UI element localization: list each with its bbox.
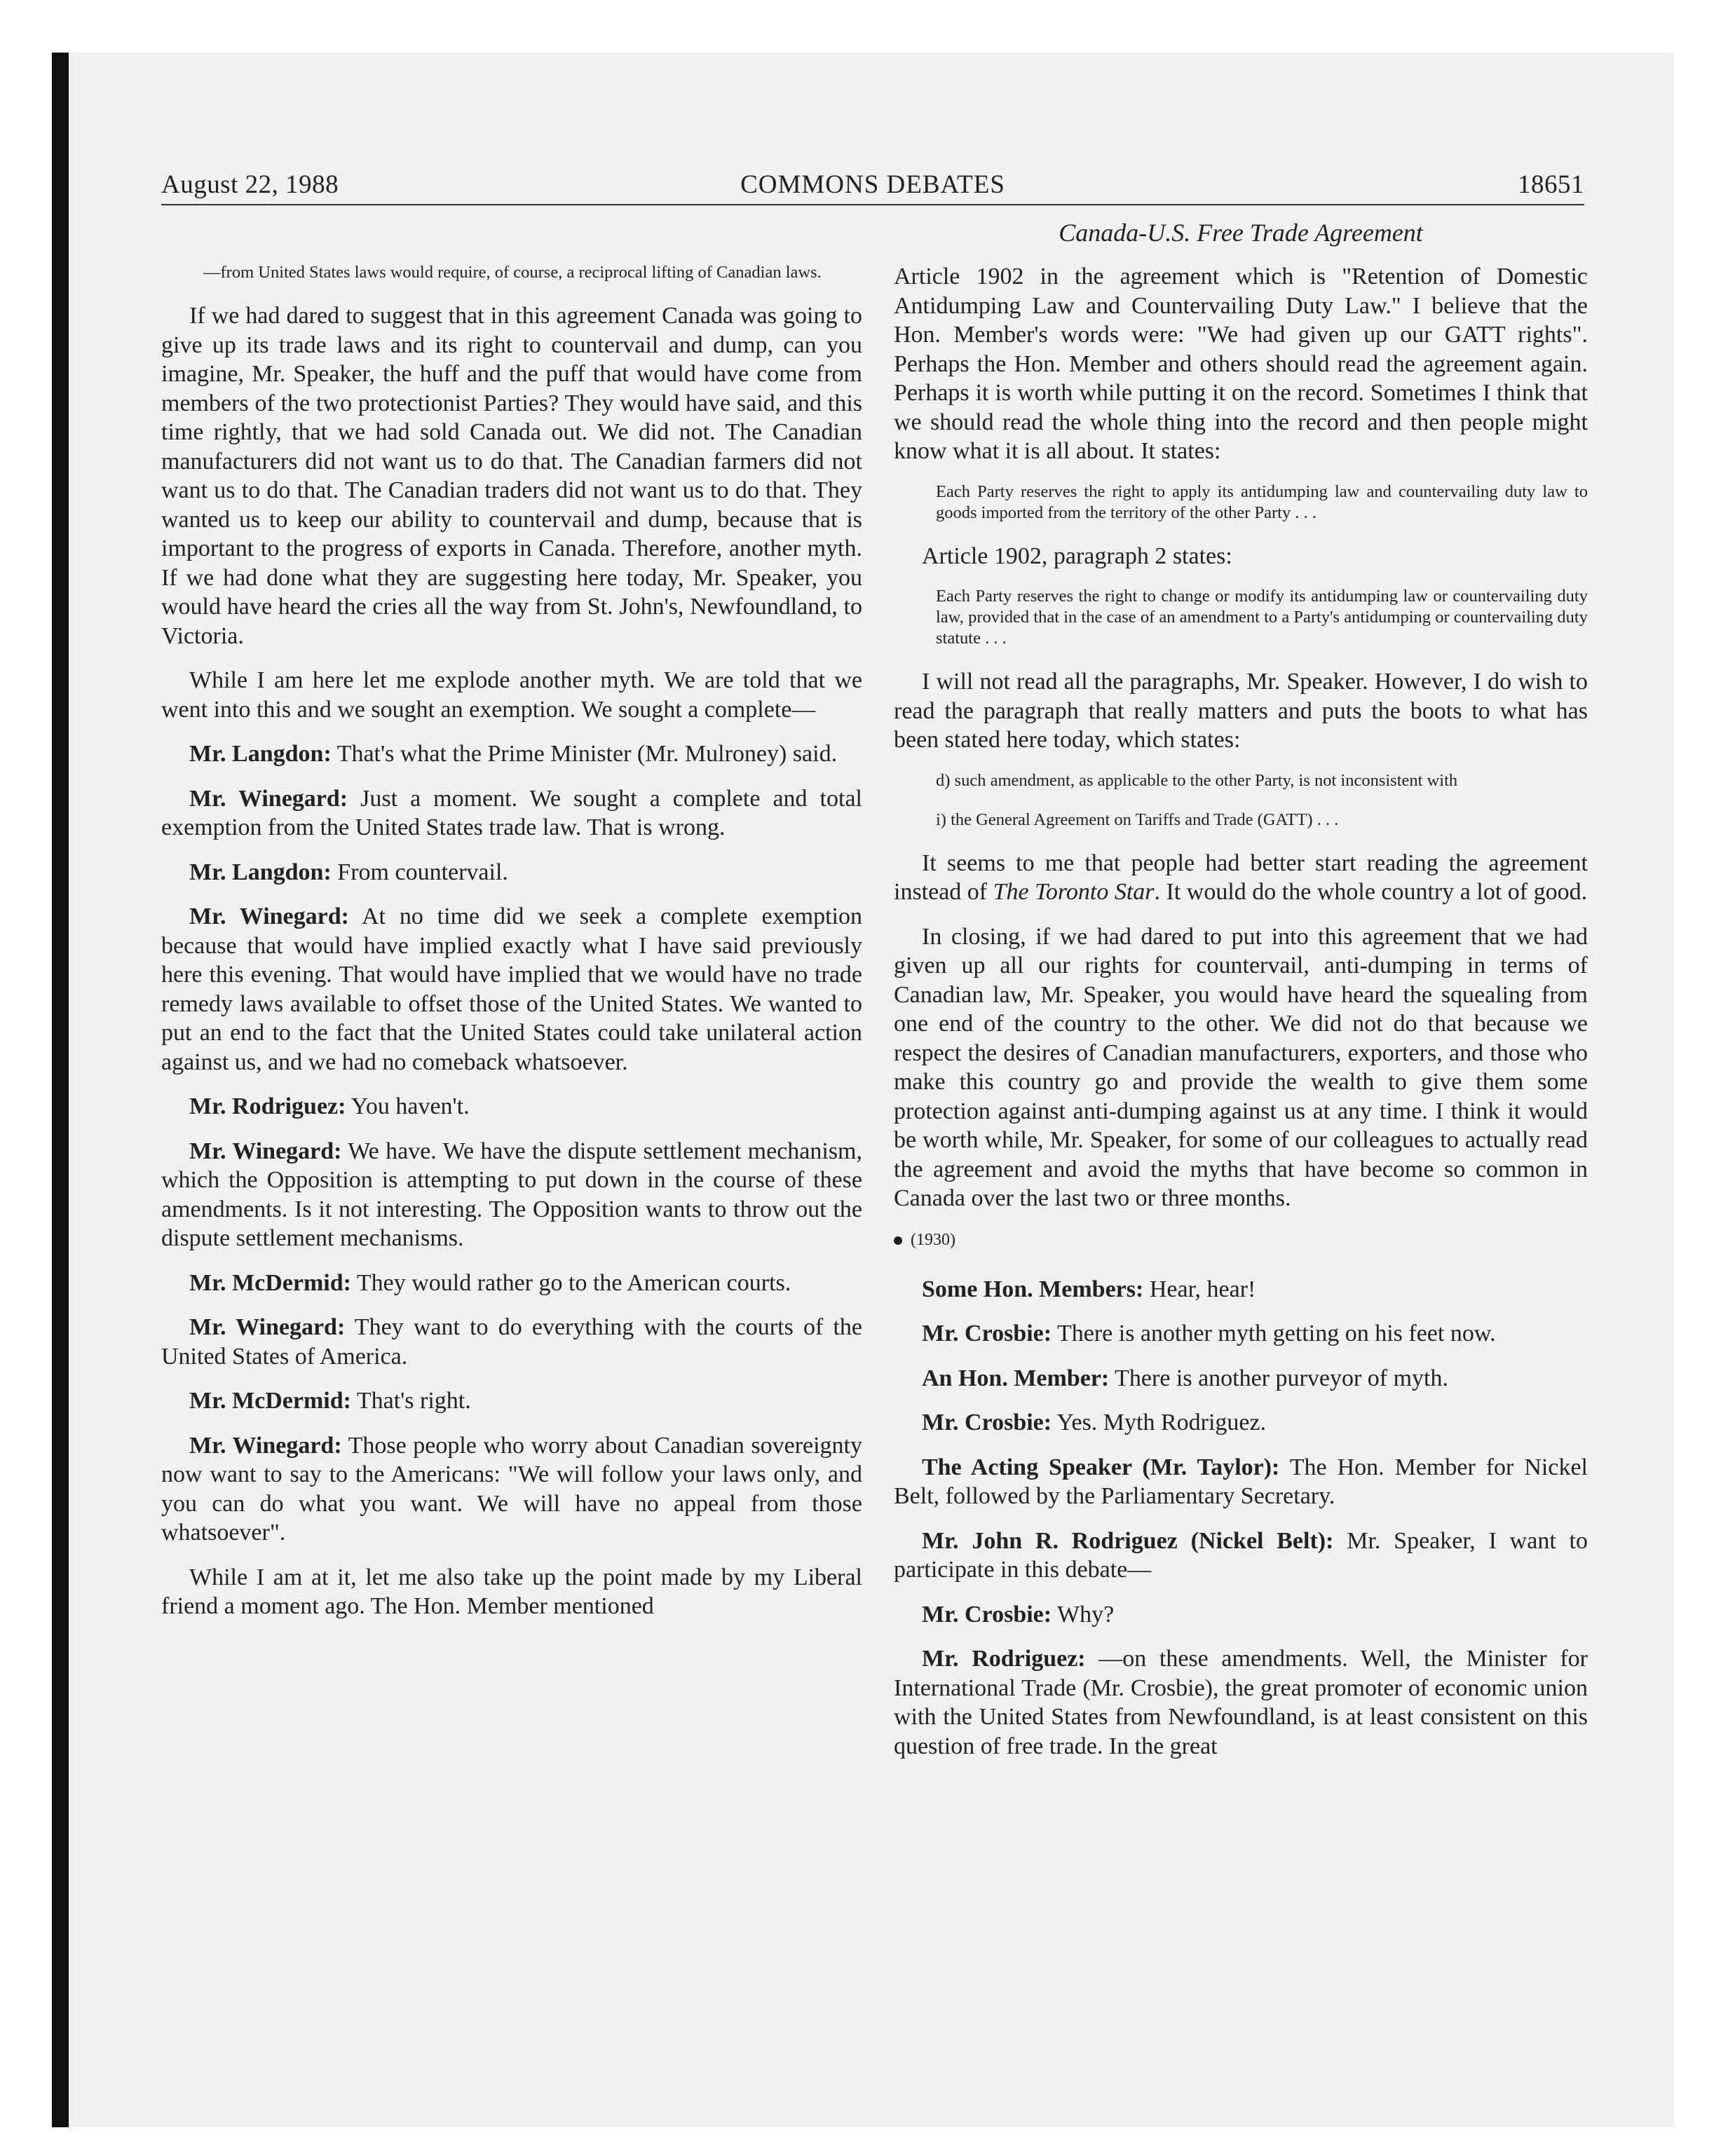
speaker-name: Mr. Winegard: <box>189 903 349 929</box>
paragraph-text: . It would do the whole country a lot of good. <box>1154 879 1588 905</box>
speech <box>161 1313 862 1371</box>
speaker-name: Some Hon. Members: <box>922 1276 1144 1302</box>
speech-text: There is another purveyor of myth. <box>1109 1365 1448 1391</box>
speech-text: —on these amendments. Well, the Minister for International Trade (Mr. Crosbie), the great promoter of economic union with the United States from Newfoundland, is at least consistent on this question of free trade. In the great <box>894 1646 1588 1759</box>
paragraph <box>894 849 1588 907</box>
speech-text: The Hon. Member for Nickel Belt, followed by the Parliamentary Secretary. <box>894 1454 1588 1509</box>
header-rule <box>161 204 1584 205</box>
time-stamp: (1930) <box>911 1230 955 1249</box>
speech-text: Why? <box>1052 1601 1115 1628</box>
speech-text: There is another myth getting on his feet now. <box>1052 1321 1496 1346</box>
speech <box>161 1269 862 1298</box>
speaker-name: Mr. Crosbie: <box>922 1321 1052 1346</box>
speech <box>161 1386 862 1416</box>
speech <box>894 1644 1588 1761</box>
speech-text: Mr. Speaker, I want to participate in this debate— <box>894 1527 1588 1583</box>
speech-text: That's right. <box>351 1388 471 1414</box>
speaker-name: Mr. Crosbie: <box>922 1410 1052 1435</box>
newspaper-title: The Toronto Star <box>993 879 1155 905</box>
left-column <box>161 219 862 1637</box>
block-quote: Each Party reserves the right to change or modify its antidumping law or countervailing duty law, provided that in the case of an amendment to a Party's antidumping or countervailing duty statute . . . <box>936 587 1588 648</box>
running-title: Canada-U.S. Free Trade Agreement <box>1059 219 1423 247</box>
speech-text: From countervail. <box>331 859 508 885</box>
speaker-name: Mr. McDermid: <box>189 1269 351 1296</box>
paragraph: Article 1902 in the agreement which is "Retention of Domestic Antidumping Law and Countervailing Duty Law." I believe that the Hon. Member's words were: "We had given up our GATT rights". Perhaps the Hon. Member and others should read the agreement again. Perhaps it is worth while putting it on the record. Sometimes I think that we should read the whole thing into the record and then people might know what it is all about. It states: <box>894 264 1588 464</box>
paragraph: I will not read all the paragraphs, Mr. Speaker. However, I do wish to read the paragraph that really matters and puts the boots to what has been stated here today, which states: <box>894 669 1588 753</box>
paragraph: Article 1902, paragraph 2 states: <box>922 543 1232 569</box>
speech <box>894 1408 1588 1438</box>
speech <box>161 902 862 1077</box>
header-title: COMMONS DEBATES <box>740 170 1005 199</box>
paragraph-text: It seems to me that people had better start reading the agreement instead of <box>894 850 1588 905</box>
block-quote: i) the General Agreement on Tariffs and Trade (GATT) . . . <box>936 810 1339 829</box>
speech <box>161 1092 862 1121</box>
speech <box>894 1275 1588 1304</box>
speaker-name: Mr. Winegard: <box>189 1314 346 1340</box>
speaker-name: Mr. Rodriguez: <box>189 1093 346 1119</box>
page-header <box>161 170 1584 205</box>
speech <box>161 858 862 887</box>
speech <box>161 1137 862 1253</box>
quote-continuation: —from United States laws would require, of course, a reciprocal lifting of Canadian laws. <box>203 263 822 282</box>
time-marker <box>894 1229 1588 1251</box>
speech-text: At no time did we seek a complete exemption because that would have implied exactly what I have said previously here this evening. That would have implied that we would have no trade remedy laws available to offset those of the United States. We wanted to put an end to the fact that the United States could take unilateral action against us, and we had no comeback whatsoever. <box>161 903 862 1075</box>
block-quote: d) such amendment, as applicable to the other Party, is not inconsistent with <box>936 770 1458 790</box>
paragraph: While I am here let me explode another myth. We are told that we went into this and we sought an exemption. We sought a complete— <box>161 667 862 723</box>
speaker-name: Mr. Crosbie: <box>922 1601 1052 1628</box>
paragraph: While I am at it, let me also take up the point made by my Liberal friend a moment ago. The Hon. Member mentioned <box>161 1564 862 1619</box>
speech <box>894 1364 1588 1393</box>
speech-text: They would rather go to the American courts. <box>351 1269 791 1296</box>
right-column <box>894 219 1588 1776</box>
speech <box>161 784 862 842</box>
speech-text: We have. We have the dispute settlement mechanism, which the Opposition is attempting to put down in the course of these amendments. Is it not interesting. The Opposition wants to throw out the dispute settlement mechanisms. <box>161 1138 862 1251</box>
speaker-name: Mr. Rodriguez: <box>922 1646 1086 1672</box>
paragraph: If we had dared to suggest that in this agreement Canada was going to give up its trade laws and its right to countervail and dump, can you imagine, Mr. Speaker, the huff and the puff that would have come from members of the two protectionist Parties? They would have said, and this time rightly, that we had sold Canada out. We did not. The Canadian manufacturers did not want us to do that. The Canadian farmers did not want us to do that. The Canadian traders did not want us to do that. They wanted us to keep our ability to countervail and dump, because that is important to the progress of exports in Canada. Therefore, another myth. If we had done what they are suggesting here today, Mr. Speaker, you would have heard the cries all the way from St. John's, Newfoundland, to Victoria. <box>161 303 862 649</box>
bullet-icon <box>894 1236 902 1245</box>
speaker-name: An Hon. Member: <box>922 1365 1110 1391</box>
speaker-name: Mr. Winegard: <box>189 1432 342 1459</box>
speaker-name: Mr. Langdon: <box>189 741 332 767</box>
speech-text: They want to do everything with the courts of the United States of America. <box>161 1314 862 1370</box>
speech-text: Just a moment. We sought a complete and total exemption from the United States trade law. That is wrong. <box>161 785 862 840</box>
header-date: August 22, 1988 <box>161 170 339 199</box>
speech <box>894 1527 1588 1585</box>
speaker-name: Mr. Winegard: <box>189 1138 342 1164</box>
speaker-name: Mr. McDermid: <box>189 1388 351 1414</box>
scan-edge-bar <box>52 53 69 2127</box>
speech-text: You haven't. <box>346 1093 470 1119</box>
speech <box>894 1453 1588 1511</box>
speaker-name: Mr. Langdon: <box>189 859 332 885</box>
speaker-name: The Acting Speaker (Mr. Taylor): <box>922 1454 1280 1480</box>
speech-text: Yes. Myth Rodriguez. <box>1052 1410 1267 1435</box>
speaker-name: Mr. Winegard: <box>189 785 348 812</box>
paragraph: In closing, if we had dared to put into this agreement that we had given up all our rights for countervail, anti-dumping in terms of Canadian law, Mr. Speaker, you would have heard the squealing from one end of the country to the other. We did not do that because we respect the desires of Canadian manufacturers, exporters, and those who make this country go and provide the wealth to give them some protection against anti-dumping against us at any time. I think it would be worth while, Mr. Speaker, for some of our colleagues to actually read the agreement and avoid the myths that have become so common in Canada over the last two or three months. <box>894 923 1588 1211</box>
speech <box>894 1600 1588 1630</box>
block-quote: Each Party reserves the right to apply its antidumping law and countervailing duty law to goods imported from the territory of the other Party . . . <box>936 482 1588 522</box>
speech-text: Hear, hear! <box>1143 1276 1256 1302</box>
speaker-name: Mr. John R. Rodriguez (Nickel Belt): <box>922 1527 1334 1554</box>
speech <box>161 1431 862 1548</box>
speech-text: That's what the Prime Minister (Mr. Mulroney) said. <box>331 741 838 767</box>
speech-text: Those people who worry about Canadian sovereignty now want to say to the Americans: "We will follow your laws only, and you can do what you want. We will have no appeal from those whatsoever". <box>161 1432 862 1546</box>
speech <box>894 1319 1588 1349</box>
header-page-number: 18651 <box>1518 170 1584 199</box>
speech <box>161 739 862 769</box>
